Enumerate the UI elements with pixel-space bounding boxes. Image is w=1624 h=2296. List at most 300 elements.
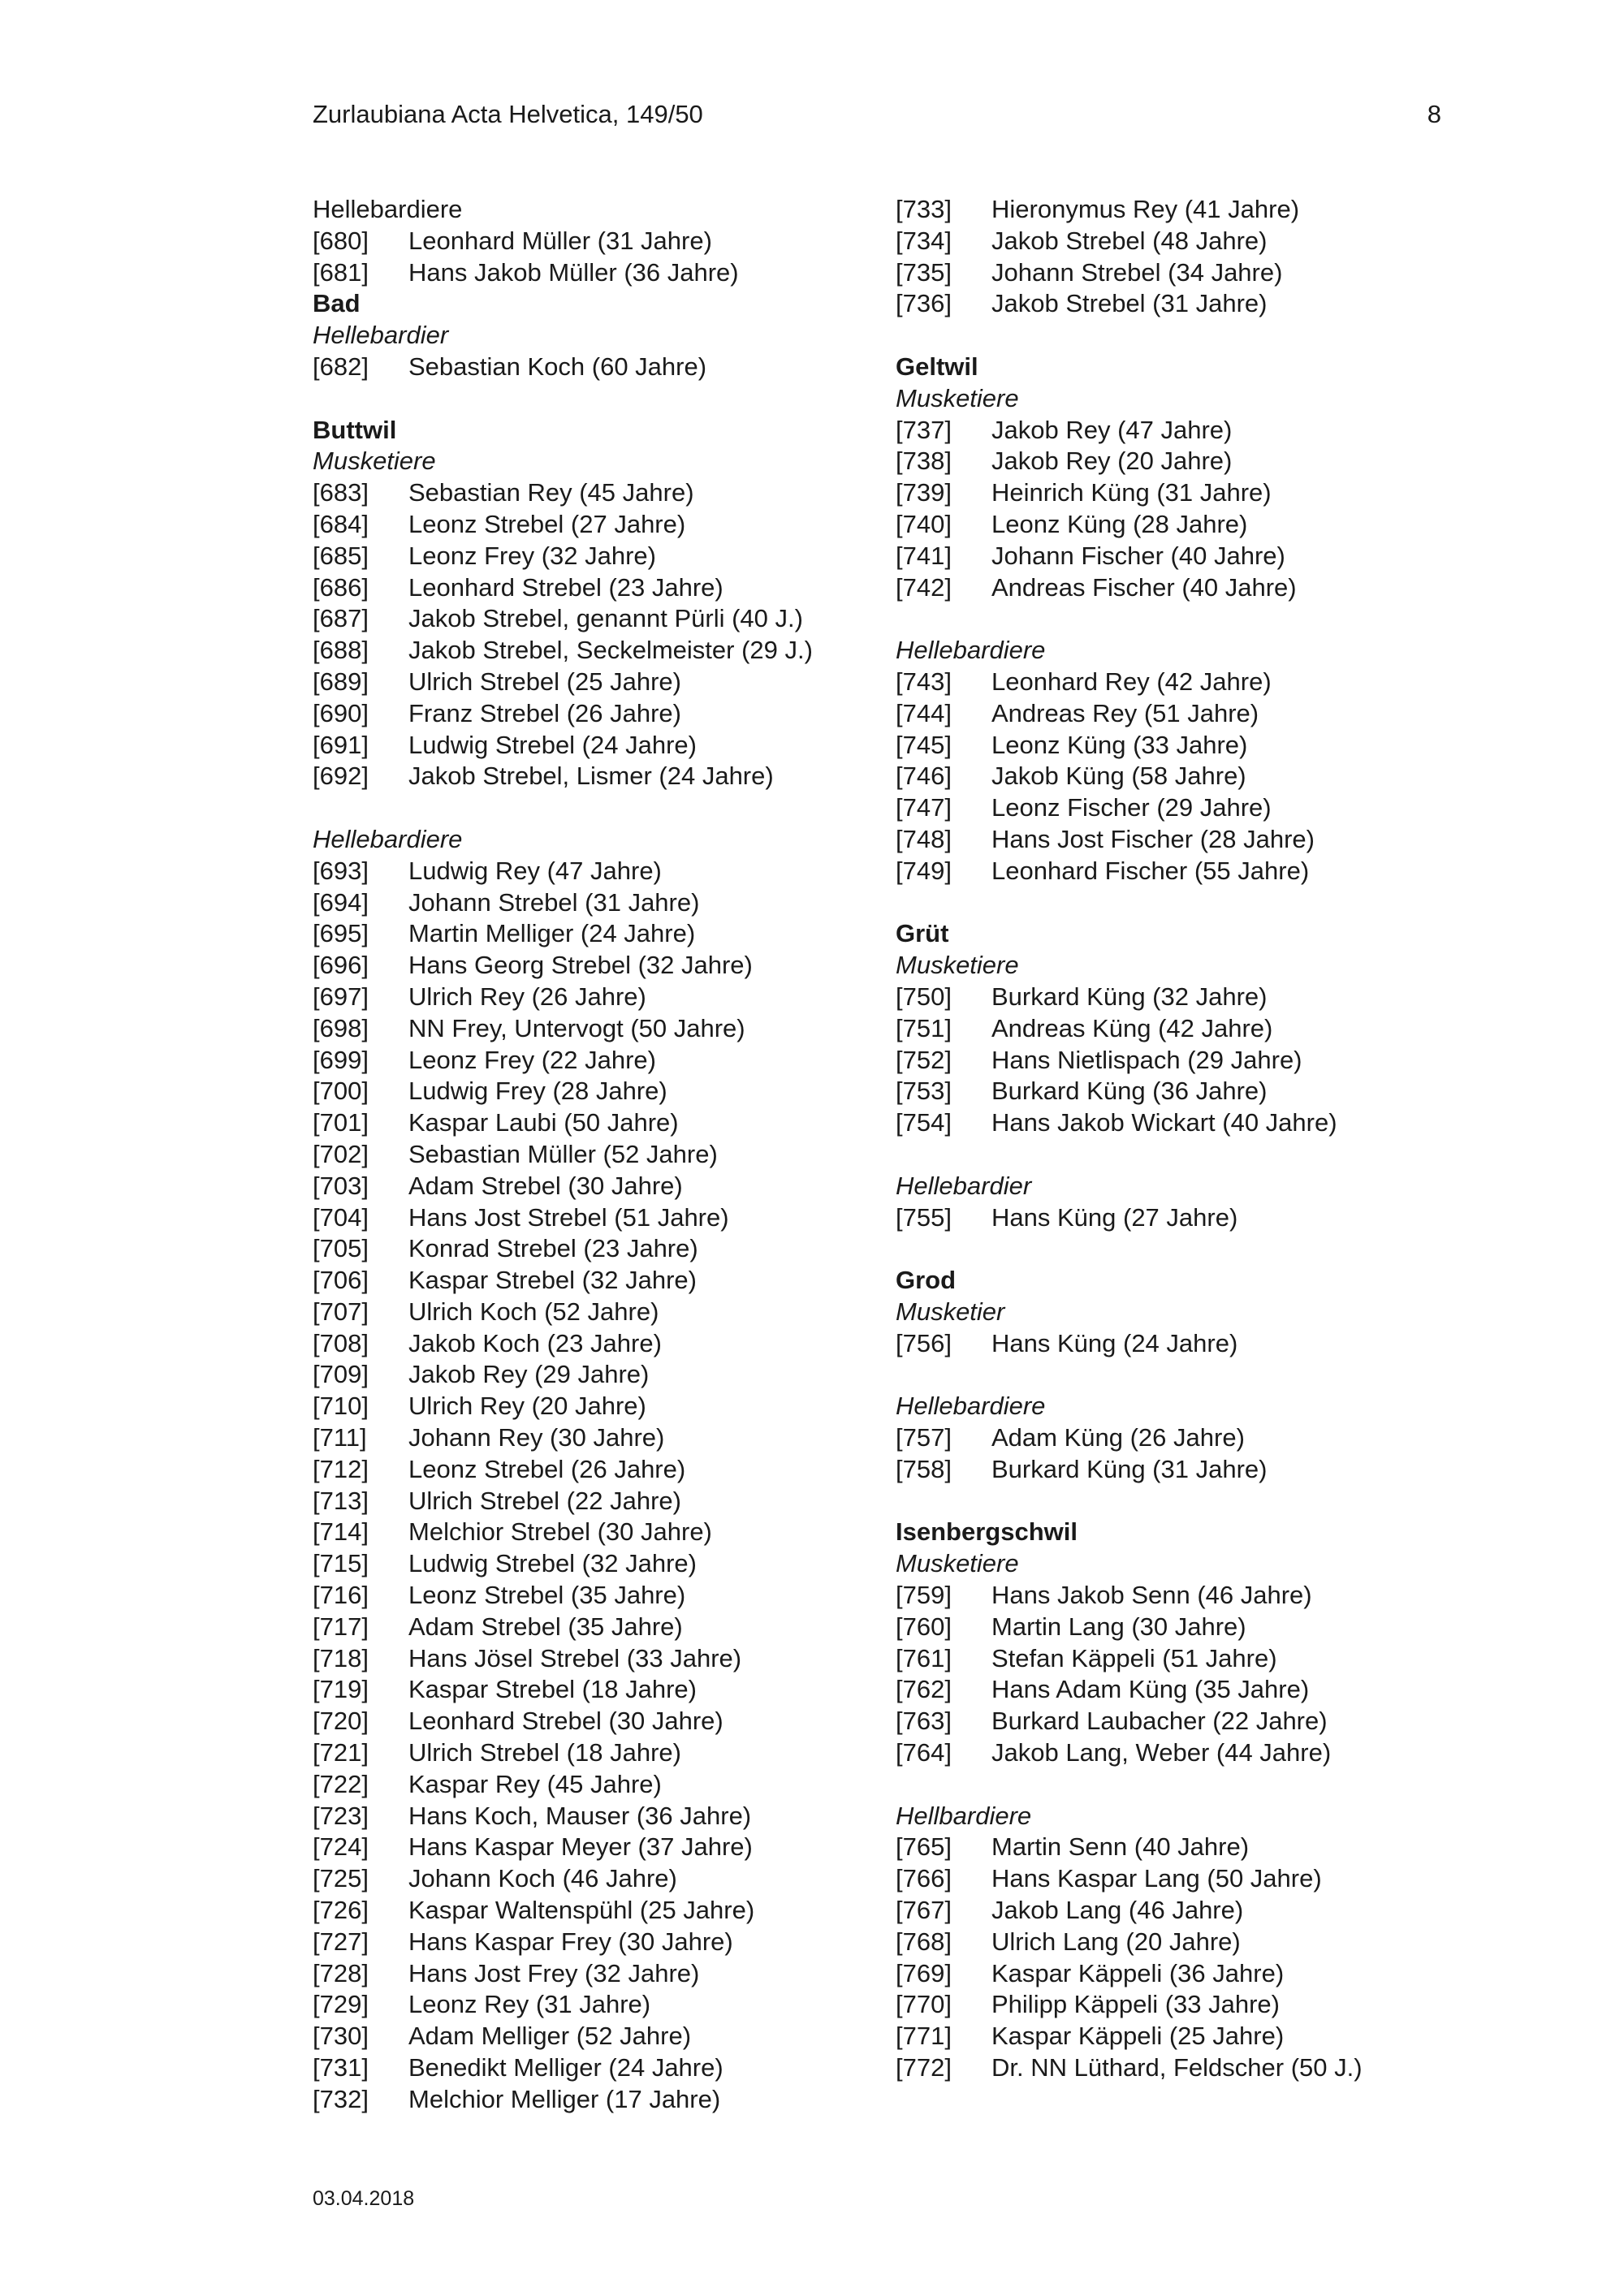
entry-number: [719] [313,1675,369,1704]
roster-entry [313,541,881,572]
roster-entry [313,1233,881,1265]
entry-number: [769] [896,1958,952,1987]
entry-number: [724] [313,1832,369,1862]
roster-entry [313,1706,881,1737]
entry-name: Ludwig Strebel (24 Jahre) [408,730,697,759]
role-heading: Musketiere [313,447,436,476]
roster-entry [896,541,1464,572]
roster-entry [896,698,1464,730]
entry-number: [749] [896,856,952,885]
entry-name: Johann Strebel (31 Jahre) [408,887,700,917]
entry-number: [701] [313,1108,369,1137]
entry-name: Jakob Lang (46 Jahre) [991,1896,1244,1925]
entry-number: [716] [313,1581,369,1610]
entry-number: [683] [313,478,369,507]
roster-entry [896,1674,1464,1706]
entry-number: [686] [313,572,369,602]
role-heading: Hellebardier [896,1171,1032,1200]
roster-entry [313,761,881,792]
entry-number: [727] [313,1927,369,1956]
entry-name: Hans Küng (24 Jahre) [991,1328,1238,1357]
entry-number: [741] [896,541,952,570]
role-heading: Musketiere [896,383,1019,412]
entry-number: [730] [313,2022,369,2051]
entry-name: Hans Jakob Müller (36 Jahre) [408,257,739,287]
roster-entry [313,1769,881,1801]
role-heading: Musketier [896,1297,1005,1326]
entry-name: Kaspar Strebel (32 Jahre) [408,1266,697,1295]
entry-number: [738] [896,447,952,476]
roster-entry [313,887,881,919]
entry-name: Benedikt Melliger (24 Jahre) [408,2053,723,2082]
role-heading: Hellebardiere [313,824,463,853]
entry-number: [714] [313,1517,369,1547]
entry-number: [693] [313,856,369,885]
entry-number: [729] [313,1990,369,2019]
roster-entry [313,1076,881,1107]
roster-entry [313,1422,881,1454]
entry-number: [707] [313,1297,369,1326]
roster-entry [313,1517,881,1548]
roster-entry [896,792,1464,824]
entry-number: [699] [313,1045,369,1074]
entry-name: Ulrich Strebel (18 Jahre) [408,1738,681,1767]
entry-name: Martin Lang (30 Jahre) [991,1612,1246,1641]
entry-number: [754] [896,1108,952,1137]
left-column [313,194,881,2116]
roster-entry [313,352,881,383]
roster-entry [313,698,881,730]
entry-name: Jakob Strebel (48 Jahre) [991,226,1268,255]
roster-entry [896,1328,1464,1360]
roster-entry [313,1045,881,1077]
place-heading: Isenbergschwil [896,1517,1078,1547]
roster-entry [896,226,1464,257]
entry-name: Jakob Koch (23 Jahre) [408,1328,662,1357]
entry-name: Kaspar Rey (45 Jahre) [408,1769,662,1798]
entry-number: [694] [313,887,369,917]
entry-number: [704] [313,1202,369,1232]
entry-number: [733] [896,195,952,223]
role-heading: Hellebardier [313,321,449,350]
spacer [896,1233,1464,1265]
entry-number: [702] [313,1139,369,1168]
entry-name: Philipp Käppeli (33 Jahre) [991,1990,1280,2019]
entry-number: [752] [896,1045,952,1074]
roster-entry [313,1832,881,1863]
entry-number: [757] [896,1423,952,1452]
roster-entry [896,1958,1464,1990]
role-heading: Hellebardiere [896,636,1046,665]
roster-entry [896,1454,1464,1486]
entry-number: [748] [896,824,952,853]
entry-name: Melchior Strebel (30 Jahre) [408,1517,712,1547]
entry-name: Dr. NN Lüthard, Feldscher (50 J.) [991,2053,1363,2082]
entry-number: [689] [313,667,369,696]
entry-name: Leonz Küng (33 Jahre) [991,730,1248,759]
roster-entry [896,257,1464,289]
roster-entry [313,1139,881,1171]
entry-number: [720] [313,1707,369,1736]
entry-name: Jakob Rey (47 Jahre) [991,415,1233,444]
roster-entry [313,257,881,289]
roster-entry [313,1580,881,1612]
roster-entry [313,1107,881,1139]
entry-name: Martin Senn (40 Jahre) [991,1832,1250,1862]
roster-entry [313,1265,881,1297]
entry-number: [756] [896,1328,952,1357]
roster-entry [313,1297,881,1328]
entry-number: [709] [313,1360,369,1389]
entry-name: Sebastian Rey (45 Jahre) [408,478,694,507]
entry-name: Kaspar Käppeli (36 Jahre) [991,1958,1285,1987]
entry-number: [708] [313,1328,369,1357]
entry-name: Hans Kaspar Frey (30 Jahre) [408,1927,733,1956]
roster-entry [896,667,1464,698]
spacer [896,1139,1464,1171]
entry-number: [690] [313,698,369,727]
entry-number: [766] [896,1864,952,1893]
entry-name: Burkard Küng (32 Jahre) [991,982,1268,1011]
roster-entry [896,1045,1464,1077]
entry-number: [705] [313,1234,369,1263]
footer-date: 03.04.2018 [313,2187,415,2210]
roster-entry [313,1643,881,1675]
entry-name: Ulrich Koch (52 Jahre) [408,1297,659,1326]
entry-name: Leonhard Strebel (30 Jahre) [408,1707,723,1736]
entry-name: Adam Strebel (35 Jahre) [408,1612,683,1641]
entry-number: [761] [896,1643,952,1672]
entry-name: Ulrich Rey (26 Jahre) [408,982,646,1011]
roster-entry [896,415,1464,447]
entry-number: [745] [896,730,952,759]
entry-number: [764] [896,1738,952,1767]
entry-number: [682] [313,352,369,381]
roster-entry [313,2084,881,2116]
entry-name: Ulrich Lang (20 Jahre) [991,1927,1241,1956]
entry-name: Jakob Rey (29 Jahre) [408,1360,650,1389]
entry-name: Hans Adam Küng (35 Jahre) [991,1675,1310,1704]
spacer [896,1769,1464,1801]
roster-entry [313,603,881,635]
roster-entry [896,856,1464,887]
entry-name: Kaspar Laubi (50 Jahre) [408,1108,679,1137]
entry-name: Leonhard Müller (31 Jahre) [408,226,712,255]
entry-number: [722] [313,1769,369,1798]
entry-number: [706] [313,1266,369,1295]
entry-number: [712] [313,1454,369,1483]
entry-name: Hans Jakob Senn (46 Jahre) [991,1581,1312,1610]
entry-name: Hans Jost Strebel (51 Jahre) [408,1202,729,1232]
roster-entry [896,1895,1464,1927]
place-heading: Geltwil [896,352,978,381]
entry-number: [771] [896,2022,952,2051]
roster-entry [313,1454,881,1486]
entry-name: Jakob Lang, Weber (44 Jahre) [991,1738,1332,1767]
entry-name: Johann Rey (30 Jahre) [408,1423,665,1452]
role-heading: Musketiere [896,951,1019,980]
entry-number: [739] [896,478,952,507]
entry-number: [697] [313,982,369,1011]
roster-entry [313,918,881,950]
entry-number: [746] [896,762,952,791]
entry-name: Hans Koch, Mauser (36 Jahre) [408,1801,752,1830]
role-heading: Hellbardiere [896,1801,1032,1830]
entry-name: Hans Jost Fischer (28 Jahre) [991,824,1315,853]
entry-number: [755] [896,1202,952,1232]
entry-name: Ulrich Strebel (25 Jahre) [408,667,681,696]
spacer [896,887,1464,919]
entry-number: [740] [896,509,952,538]
roster-entry [313,509,881,541]
roster-entry [896,761,1464,792]
entry-number: [760] [896,1612,952,1641]
entry-number: [681] [313,257,369,287]
entry-name: Johann Fischer (40 Jahre) [991,541,1285,570]
roster-entry [896,1706,1464,1737]
entry-number: [772] [896,2053,952,2082]
place-heading: Bad [313,289,361,318]
entry-name: Sebastian Koch (60 Jahre) [408,352,707,381]
entry-number: [744] [896,698,952,727]
entry-name: Ludwig Frey (28 Jahre) [408,1077,667,1106]
entry-number: [711] [313,1423,367,1452]
roster-entry [313,1612,881,1643]
entry-name: Konrad Strebel (23 Jahre) [408,1234,698,1263]
entry-name: Kaspar Käppeli (25 Jahre) [991,2022,1285,2051]
place-heading: Grod [896,1266,957,1295]
entry-name: Heinrich Küng (31 Jahre) [991,478,1272,507]
entry-name: Martin Melliger (24 Jahre) [408,919,696,948]
entry-number: [698] [313,1013,369,1042]
entry-number: [703] [313,1171,369,1200]
roster-entry [896,477,1464,509]
roster-entry [896,982,1464,1013]
entry-name: Melchior Melliger (17 Jahre) [408,2084,721,2113]
entry-number: [731] [313,2053,369,2082]
roster-entry [896,730,1464,762]
entry-name: Jakob Strebel, Lismer (24 Jahre) [408,762,774,791]
roster-entry [896,194,1464,226]
roster-entry [313,1863,881,1895]
entry-name: Leonz Frey (22 Jahre) [408,1045,656,1074]
roster-entry [896,1737,1464,1769]
entry-number: [710] [313,1392,369,1421]
entry-name: Hieronymus Rey (41 Jahre) [991,195,1300,223]
roster-entry [313,1801,881,1832]
roster-entry [313,1013,881,1045]
entry-number: [763] [896,1707,952,1736]
entry-number: [737] [896,415,952,444]
spacer [313,383,881,415]
entry-name: Jakob Strebel, Seckelmeister (29 J.) [408,636,813,665]
entry-name: Ulrich Rey (20 Jahre) [408,1392,646,1421]
entry-number: [743] [896,667,952,696]
entry-name: Sebastian Müller (52 Jahre) [408,1139,718,1168]
entry-name: Kaspar Waltenspühl (25 Jahre) [408,1896,755,1925]
entry-name: Hans Jost Frey (32 Jahre) [408,1958,700,1987]
entry-number: [680] [313,226,369,255]
roster-entry [896,1832,1464,1863]
right-column [896,194,1464,2084]
roster-entry [896,1107,1464,1139]
role-heading: Musketiere [896,1549,1019,1578]
roster-entry [313,2052,881,2084]
roster-entry [896,1422,1464,1454]
entry-number: [713] [313,1486,369,1515]
entry-name: Jakob Strebel (31 Jahre) [991,289,1268,318]
entry-number: [770] [896,1990,952,2019]
place-heading: Grüt [896,919,949,948]
document-title: Zurlaubiana Acta Helvetica, 149/50 [313,100,703,128]
entry-number: [736] [896,289,952,318]
entry-number: [687] [313,604,369,633]
roster-entry [896,1927,1464,1958]
roster-entry [313,1958,881,1990]
entry-number: [753] [896,1077,952,1106]
spacer [896,1359,1464,1391]
entry-number: [732] [313,2084,369,2113]
spacer [896,320,1464,352]
roster-entry [313,856,881,887]
roster-entry [896,1863,1464,1895]
entry-number: [691] [313,730,369,759]
entry-number: [735] [896,257,952,287]
entry-name: Leonhard Strebel (23 Jahre) [408,572,723,602]
roster-entry [896,1989,1464,2021]
entry-number: [692] [313,762,369,791]
entry-number: [700] [313,1077,369,1106]
entry-name: Ludwig Rey (47 Jahre) [408,856,662,885]
roster-entry [313,1328,881,1360]
entry-number: [728] [313,1958,369,1987]
roster-entry [896,2052,1464,2084]
entry-number: [723] [313,1801,369,1830]
spacer [896,603,1464,635]
entry-name: Ludwig Strebel (32 Jahre) [408,1549,697,1578]
entry-number: [718] [313,1643,369,1672]
place-heading: Buttwil [313,415,397,444]
roster-entry [313,635,881,667]
entry-number: [726] [313,1896,369,1925]
spacer [896,1486,1464,1517]
entry-number: [751] [896,1013,952,1042]
entry-number: [688] [313,636,369,665]
roster-entry [313,477,881,509]
entry-name: Stefan Käppeli (51 Jahre) [991,1643,1277,1672]
entry-number: [684] [313,509,369,538]
entry-name: Hans Nietlispach (29 Jahre) [991,1045,1302,1074]
entry-name: Jakob Strebel, genannt Pürli (40 J.) [408,604,803,633]
roster-entry [313,572,881,604]
entry-number: [765] [896,1832,952,1862]
roster-entry [313,1895,881,1927]
roster-entry [313,2021,881,2052]
roster-entry [896,288,1464,320]
entry-name: Andreas Fischer (40 Jahre) [991,572,1297,602]
entry-name: Andreas Rey (51 Jahre) [991,698,1259,727]
entry-name: Leonz Strebel (35 Jahre) [408,1581,686,1610]
entry-name: Andreas Küng (42 Jahre) [991,1013,1273,1042]
entry-number: [734] [896,226,952,255]
entry-name: Hans Küng (27 Jahre) [991,1202,1238,1232]
roster-entry [313,1737,881,1769]
roster-entry [896,446,1464,477]
entry-name: Leonz Strebel (26 Jahre) [408,1454,686,1483]
entry-number: [721] [313,1738,369,1767]
entry-name: NN Frey, Untervogt (50 Jahre) [408,1013,745,1042]
entry-number: [696] [313,951,369,980]
entry-name: Hans Jösel Strebel (33 Jahre) [408,1643,742,1672]
entry-name: Leonz Fischer (29 Jahre) [991,793,1272,822]
entry-name: Johann Koch (46 Jahre) [408,1864,677,1893]
entry-name: Jakob Rey (20 Jahre) [991,447,1233,476]
entry-name: Hans Kaspar Meyer (37 Jahre) [408,1832,753,1862]
roster-entry [313,730,881,762]
entry-number: [750] [896,982,952,1011]
roster-entry [313,1391,881,1422]
roster-entry [896,572,1464,604]
roster-entry [313,1202,881,1234]
entry-number: [685] [313,541,369,570]
roster-entry [313,1171,881,1202]
roster-entry [313,1486,881,1517]
roster-entry [313,1674,881,1706]
page-header [313,94,1441,135]
entry-name: Franz Strebel (26 Jahre) [408,698,681,727]
role-heading: Hellebardiere [313,195,463,223]
roster-entry [896,1643,1464,1675]
roster-entry [896,1202,1464,1234]
roster-entry [313,226,881,257]
entry-name: Adam Melliger (52 Jahre) [408,2022,692,2051]
roster-entry [896,1076,1464,1107]
entry-name: Adam Küng (26 Jahre) [991,1423,1245,1452]
entry-name: Johann Strebel (34 Jahre) [991,257,1283,287]
page-number: 8 [1427,100,1441,128]
entry-name: Leonz Frey (32 Jahre) [408,541,656,570]
roster-entry [313,1359,881,1391]
entry-name: Adam Strebel (30 Jahre) [408,1171,683,1200]
entry-number: [717] [313,1612,369,1641]
entry-number: [747] [896,793,952,822]
roster-entry [896,1580,1464,1612]
roster-entry [313,982,881,1013]
entry-name: Burkard Laubacher (22 Jahre) [991,1707,1328,1736]
roster-entry [896,824,1464,856]
entry-number: [715] [313,1549,369,1578]
entry-name: Leonhard Rey (42 Jahre) [991,667,1272,696]
spacer [313,792,881,824]
roster-entry [313,1548,881,1580]
entry-name: Leonz Strebel (27 Jahre) [408,509,686,538]
entry-number: [758] [896,1454,952,1483]
entry-number: [768] [896,1927,952,1956]
roster-entry [896,1612,1464,1643]
entry-name: Burkard Küng (31 Jahre) [991,1454,1268,1483]
entry-name: Kaspar Strebel (18 Jahre) [408,1675,697,1704]
entry-name: Burkard Küng (36 Jahre) [991,1077,1268,1106]
entry-number: [725] [313,1864,369,1893]
entry-name: Leonz Küng (28 Jahre) [991,509,1248,538]
entry-name: Leonz Rey (31 Jahre) [408,1990,651,2019]
entry-name: Ulrich Strebel (22 Jahre) [408,1486,681,1515]
entry-name: Hans Georg Strebel (32 Jahre) [408,951,753,980]
entry-name: Hans Kaspar Lang (50 Jahre) [991,1864,1322,1893]
roster-entry [896,2021,1464,2052]
roster-entry [896,509,1464,541]
roster-entry [313,667,881,698]
